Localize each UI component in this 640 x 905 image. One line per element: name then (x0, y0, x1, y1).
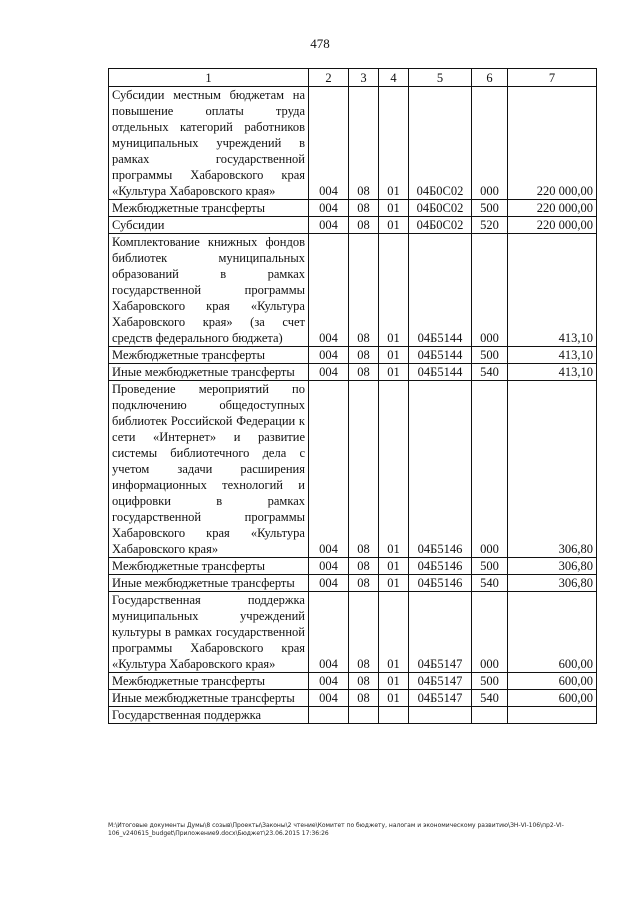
ministry-code-cell: 004 (309, 673, 349, 690)
description-cell: Иные межбюджетные трансферты (109, 364, 309, 381)
header-cell-5: 5 (409, 69, 472, 87)
amount-cell: 413,10 (508, 234, 597, 347)
table-row (109, 707, 597, 724)
amount-cell: 600,00 (508, 673, 597, 690)
table-row (109, 575, 597, 592)
section-cell: 08 (349, 234, 379, 347)
table-row (109, 347, 597, 364)
expense-type-cell: 000 (472, 87, 508, 200)
section-cell: 08 (349, 87, 379, 200)
description-cell: Иные межбюджетные трансферты (109, 690, 309, 707)
description-cell: Комплектование книжных фондов библиотек муниципальных образований в рамках государственной программы Хабаровского края «Культура Хабаровского края» (за счет средств федерального бюджета) (109, 234, 309, 347)
target-article-cell: 04Б0С02 (409, 200, 472, 217)
section-cell (349, 707, 379, 724)
description-cell: Межбюджетные трансферты (109, 673, 309, 690)
header-cell-1: 1 (109, 69, 309, 87)
description-cell: Субсидии (109, 217, 309, 234)
expense-type-cell: 000 (472, 234, 508, 347)
table-row (109, 690, 597, 707)
subsection-cell: 01 (379, 217, 409, 234)
section-cell: 08 (349, 217, 379, 234)
section-cell: 08 (349, 592, 379, 673)
amount-cell: 220 000,00 (508, 87, 597, 200)
header-cell-7: 7 (508, 69, 597, 87)
page-number: 478 (310, 36, 330, 51)
ministry-code-cell: 004 (309, 592, 349, 673)
ministry-code-cell: 004 (309, 690, 349, 707)
section-cell: 08 (349, 690, 379, 707)
target-article-cell: 04Б5146 (409, 558, 472, 575)
table-body (109, 87, 597, 724)
description-cell: Межбюджетные трансферты (109, 200, 309, 217)
expense-type-cell: 500 (472, 347, 508, 364)
expense-type-cell (472, 707, 508, 724)
target-article-cell: 04Б0С02 (409, 217, 472, 234)
subsection-cell: 01 (379, 690, 409, 707)
table-row (109, 558, 597, 575)
table-row (109, 200, 597, 217)
expense-type-cell: 000 (472, 592, 508, 673)
ministry-code-cell: 004 (309, 234, 349, 347)
description-cell: Субсидии местным бюджетам на повышение оплаты труда отдельных категорий работников муниципальных учреждений в рамках государственной программы Хабаровского края «Культура Хабаровского края» (109, 87, 309, 200)
budget-table (108, 68, 597, 724)
description-cell: Межбюджетные трансферты (109, 347, 309, 364)
subsection-cell: 01 (379, 558, 409, 575)
ministry-code-cell: 004 (309, 87, 349, 200)
section-cell: 08 (349, 558, 379, 575)
amount-cell (508, 707, 597, 724)
subsection-cell: 01 (379, 592, 409, 673)
ministry-code-cell: 004 (309, 575, 349, 592)
subsection-cell: 01 (379, 381, 409, 558)
subsection-cell: 01 (379, 347, 409, 364)
section-cell: 08 (349, 673, 379, 690)
table-row (109, 592, 597, 673)
section-cell: 08 (349, 347, 379, 364)
header-cell-4: 4 (379, 69, 409, 87)
target-article-cell: 04Б5146 (409, 381, 472, 558)
subsection-cell (379, 707, 409, 724)
ministry-code-cell (309, 707, 349, 724)
expense-type-cell: 500 (472, 200, 508, 217)
table-row (109, 217, 597, 234)
target-article-cell: 04Б5144 (409, 364, 472, 381)
target-article-cell: 04Б5147 (409, 690, 472, 707)
ministry-code-cell: 004 (309, 381, 349, 558)
description-cell: Межбюджетные трансферты (109, 558, 309, 575)
description-cell: Государственная поддержка (109, 707, 309, 724)
description-cell: Иные межбюджетные трансферты (109, 575, 309, 592)
subsection-cell: 01 (379, 234, 409, 347)
expense-type-cell: 500 (472, 558, 508, 575)
amount-cell: 306,80 (508, 381, 597, 558)
expense-type-cell: 540 (472, 690, 508, 707)
table-row (109, 234, 597, 347)
amount-cell: 600,00 (508, 690, 597, 707)
amount-cell: 413,10 (508, 364, 597, 381)
target-article-cell (409, 707, 472, 724)
ministry-code-cell: 004 (309, 347, 349, 364)
target-article-cell: 04Б5147 (409, 592, 472, 673)
target-article-cell: 04Б0С02 (409, 87, 472, 200)
description-cell: Проведение мероприятий по подключению общедоступных библиотек Российской Федерации к сети «Интернет» и развитие системы библиотечного дела с учетом задачи расширения информационных технологий и оцифровки в рамках государственной программы Хабаровского края «Культура Хабаровского края» (109, 381, 309, 558)
expense-type-cell: 520 (472, 217, 508, 234)
table-row (109, 364, 597, 381)
section-cell: 08 (349, 381, 379, 558)
subsection-cell: 01 (379, 87, 409, 200)
section-cell: 08 (349, 200, 379, 217)
subsection-cell: 01 (379, 673, 409, 690)
header-cell-3: 3 (349, 69, 379, 87)
subsection-cell: 01 (379, 575, 409, 592)
section-cell: 08 (349, 364, 379, 381)
section-cell: 08 (349, 575, 379, 592)
table-row (109, 673, 597, 690)
description-cell: Государственная поддержка муниципальных учреждений культуры в рамках государственной программы Хабаровского края «Культура Хабаровского края» (109, 592, 309, 673)
ministry-code-cell: 004 (309, 217, 349, 234)
header-cell-2: 2 (309, 69, 349, 87)
amount-cell: 413,10 (508, 347, 597, 364)
file-path-footer: М:\Итоговые документы Думы\8 созыв\Проекты\Законы\2 чтение\Комитет по бюджету, налогам и экономическому развитию\ЗН-VI-106\пр2-VI-106_v240615_budget\Приложение9.docx\Бюджет\23.06.2015 17:36:26 (108, 822, 564, 837)
target-article-cell: 04Б5147 (409, 673, 472, 690)
amount-cell: 220 000,00 (508, 217, 597, 234)
amount-cell: 600,00 (508, 592, 597, 673)
table-row (109, 87, 597, 200)
subsection-cell: 01 (379, 364, 409, 381)
header-cell-6: 6 (472, 69, 508, 87)
ministry-code-cell: 004 (309, 364, 349, 381)
ministry-code-cell: 004 (309, 200, 349, 217)
subsection-cell: 01 (379, 200, 409, 217)
target-article-cell: 04Б5146 (409, 575, 472, 592)
ministry-code-cell: 004 (309, 558, 349, 575)
amount-cell: 306,80 (508, 558, 597, 575)
table-row (109, 381, 597, 558)
table-header-row (109, 69, 597, 87)
amount-cell: 306,80 (508, 575, 597, 592)
expense-type-cell: 540 (472, 575, 508, 592)
expense-type-cell: 000 (472, 381, 508, 558)
target-article-cell: 04Б5144 (409, 347, 472, 364)
target-article-cell: 04Б5144 (409, 234, 472, 347)
expense-type-cell: 540 (472, 364, 508, 381)
amount-cell: 220 000,00 (508, 200, 597, 217)
expense-type-cell: 500 (472, 673, 508, 690)
